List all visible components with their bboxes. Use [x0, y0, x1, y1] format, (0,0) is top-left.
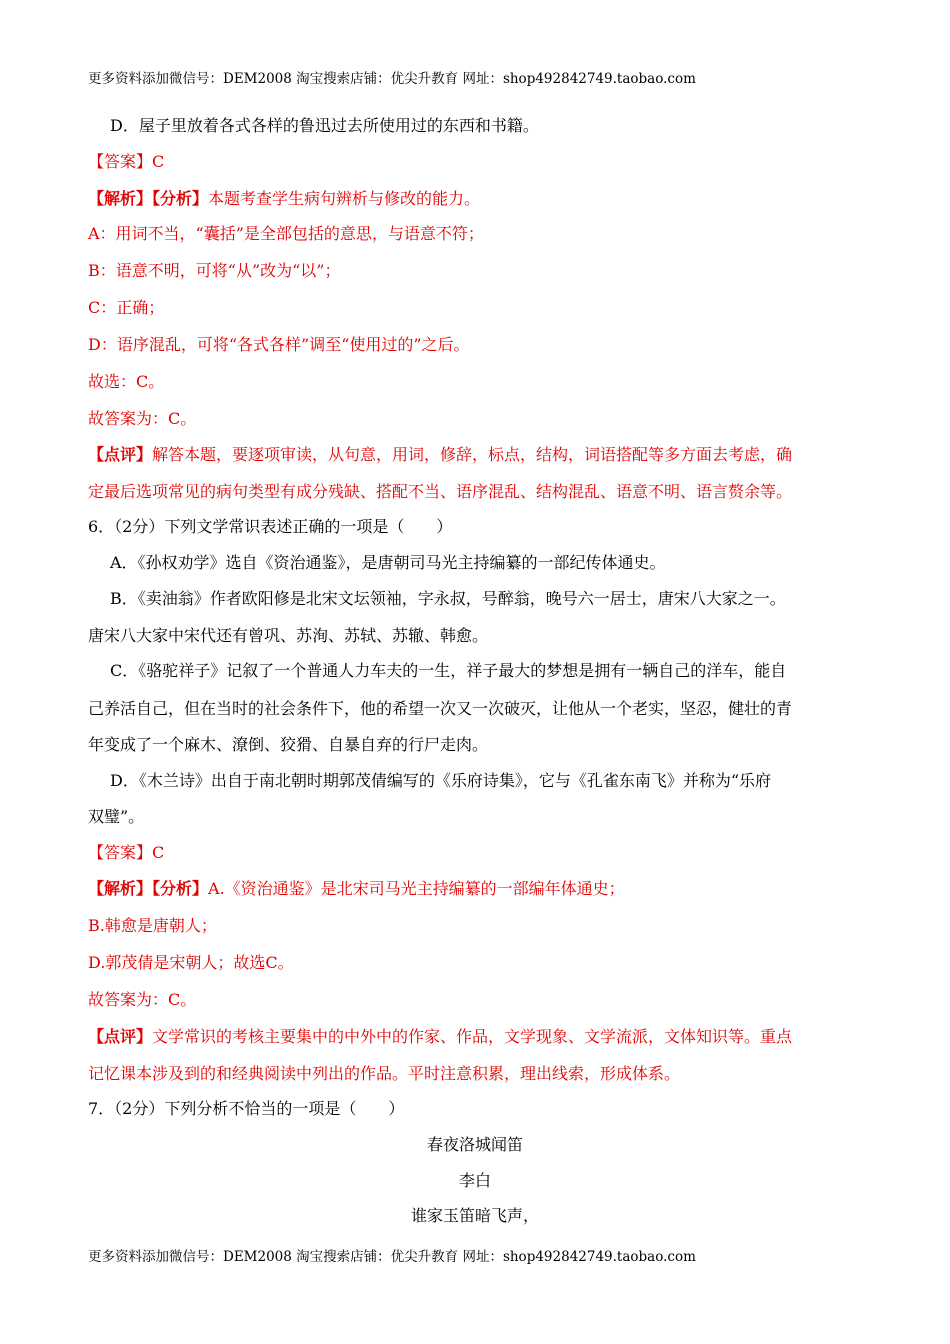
poem-author: 李白	[458, 1171, 491, 1190]
comment-text: 文学常识的考核主要集中的中外中的作家、作品，文学现象、文学流派，文体知识等。重点	[152, 1027, 793, 1046]
poem-line-1: 谁家玉笛暗飞声，	[410, 1206, 539, 1225]
q6-final-answer: 故答案为：C。	[88, 990, 197, 1009]
q5-comment-line2: 定最后选项常见的病句类型有成分残缺、搭配不当、语序混乱、结构混乱、语意不明、语言赘余等。	[88, 482, 793, 501]
page-header: 更多资料添加微信号：DEM2008 淘宝搜索店铺：优尖升教育 网址：shop492842749.taobao.com	[88, 71, 696, 87]
q5-comment-line1	[88, 444, 868, 466]
q6-option-b-line2: 唐宋八大家中宋代还有曾巩、苏洵、苏轼、苏辙、韩愈。	[88, 626, 489, 645]
analysis-tag: 【解析】【分析】	[88, 879, 209, 898]
analysis-tag: 【解析】【分析】	[88, 189, 209, 208]
q6-option-b-line1: B．《卖油翁》作者欧阳修是北宋文坛领袖，字永叔，号醉翁，晚号六一居士，唐宋八大家之一。	[110, 589, 786, 608]
q6-option-a: A．《孙权劝学》选自《资治通鉴》，是唐朝司马光主持编纂的一部纪传体通史。	[110, 553, 666, 572]
q6-analysis-d: D.郭茂倩是宋朝人；故选C。	[88, 953, 294, 972]
analysis-text: 本题考查学生病句辨析与修改的能力。	[208, 189, 481, 208]
q5-option-d: D．屋子里放着各式各样的鲁迅过去所使用过的东西和书籍。	[110, 116, 539, 135]
q5-analysis-d: D：语序混乱，可将“各式各样”调至“使用过的”之后。	[88, 335, 470, 354]
comment-tag: 【点评】	[88, 445, 153, 464]
q6-analysis	[88, 878, 868, 900]
q5-analysis	[88, 188, 868, 210]
comment-tag: 【点评】	[88, 1027, 153, 1046]
q6-option-c-line2: 己养活自己，但在当时的社会条件下，他的希望一次又一次破灭，让他从一个老实，坚忍，健壮的青	[88, 699, 793, 718]
q6-stem: 6．（2分）下列文学常识表述正确的一项是（ ）	[88, 517, 453, 536]
q6-analysis-b: B.韩愈是唐朝人；	[88, 916, 217, 935]
q6-comment-line2: 记忆课本涉及到的和经典阅读中列出的作品。平时注意积累，理出线索，形成体系。	[88, 1064, 681, 1083]
page-footer: 更多资料添加微信号：DEM2008 淘宝搜索店铺：优尖升教育 网址：shop492842749.taobao.com	[88, 1249, 696, 1265]
q5-choose: 故选：C。	[88, 372, 165, 391]
q5-analysis-a: A：用词不当，“囊括”是全部包括的意思，与语意不符；	[88, 224, 484, 243]
q6-answer: 【答案】C	[88, 843, 165, 862]
q6-option-d-line1: D．《木兰诗》出自于南北朝时期郭茂倩编写的《乐府诗集》，它与《孔雀东南飞》并称为“乐府	[110, 771, 772, 790]
q5-final-answer: 故答案为：C。	[88, 409, 197, 428]
q5-analysis-b: B：语意不明，可将“从”改为“以”；	[88, 261, 341, 280]
poem-title: 春夜洛城闻笛	[426, 1135, 523, 1154]
q6-comment-line1	[88, 1026, 868, 1048]
q6-option-c-line1: C．《骆驼祥子》记叙了一个普通人力车夫的一生，祥子最大的梦想是拥有一辆自己的洋车，能自	[110, 661, 787, 680]
q5-analysis-c: C：正确；	[88, 298, 165, 317]
comment-text: 解答本题，要逐项审读，从句意，用词，修辞，标点，结构，词语搭配等多方面去考虑，确	[152, 445, 793, 464]
q5-answer: 【答案】C	[88, 152, 165, 171]
analysis-text: A.《资治通鉴》是北宋司马光主持编纂的一部编年体通史；	[208, 879, 625, 898]
q6-option-c-line3: 年变成了一个麻木、潦倒、狡猾、自暴自弃的行尸走肉。	[88, 735, 489, 754]
q7-stem: 7．（2分）下列分析不恰当的一项是（ ）	[88, 1099, 405, 1118]
q6-option-d-line2: 双璧”。	[88, 807, 145, 826]
